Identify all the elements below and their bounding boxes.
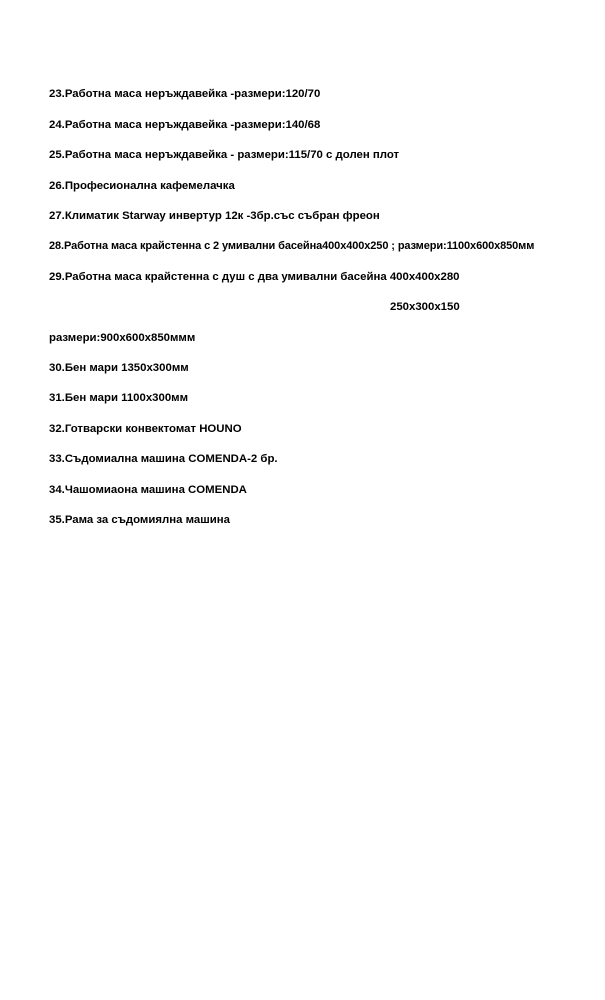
item-32: 32.Готварски конвектомат HOUNO xyxy=(49,423,242,435)
item-27: 27.Климатик Starway инвертур 12к -3бр.със събран фреон xyxy=(49,210,380,222)
item-23: 23.Работна маса неръждавейка -размери:120/70 xyxy=(49,88,321,100)
item-29: 29.Работна маса крайстенна с душ с два умивални басейна 400x400x280 xyxy=(49,271,460,283)
item-24: 24.Работна маса неръждавейка -размери:140/68 xyxy=(49,119,321,131)
item-29-basin-size: 250x300x150 xyxy=(390,301,460,313)
item-29-dimensions: размери:900x600x850ммм xyxy=(49,332,196,344)
item-30: 30.Бен мари 1350x300мм xyxy=(49,362,189,374)
item-33: 33.Съдомиална машина COMENDA-2 бр. xyxy=(49,453,278,465)
item-35: 35.Рама за съдомиялна машина xyxy=(49,514,230,526)
item-34: 34.Чашомиаона машина COMENDA xyxy=(49,484,247,496)
item-25: 25.Работна маса неръждавейка - размери:115/70 с долен плот xyxy=(49,149,400,161)
item-26: 26.Професионална кафемелачка xyxy=(49,180,235,192)
item-28: 28.Работна маса крайстенна с 2 умивални басейна400x400x250 ; размери:1100x600x850мм xyxy=(49,240,535,252)
item-31: 31.Бен мари 1100x300мм xyxy=(49,392,189,404)
